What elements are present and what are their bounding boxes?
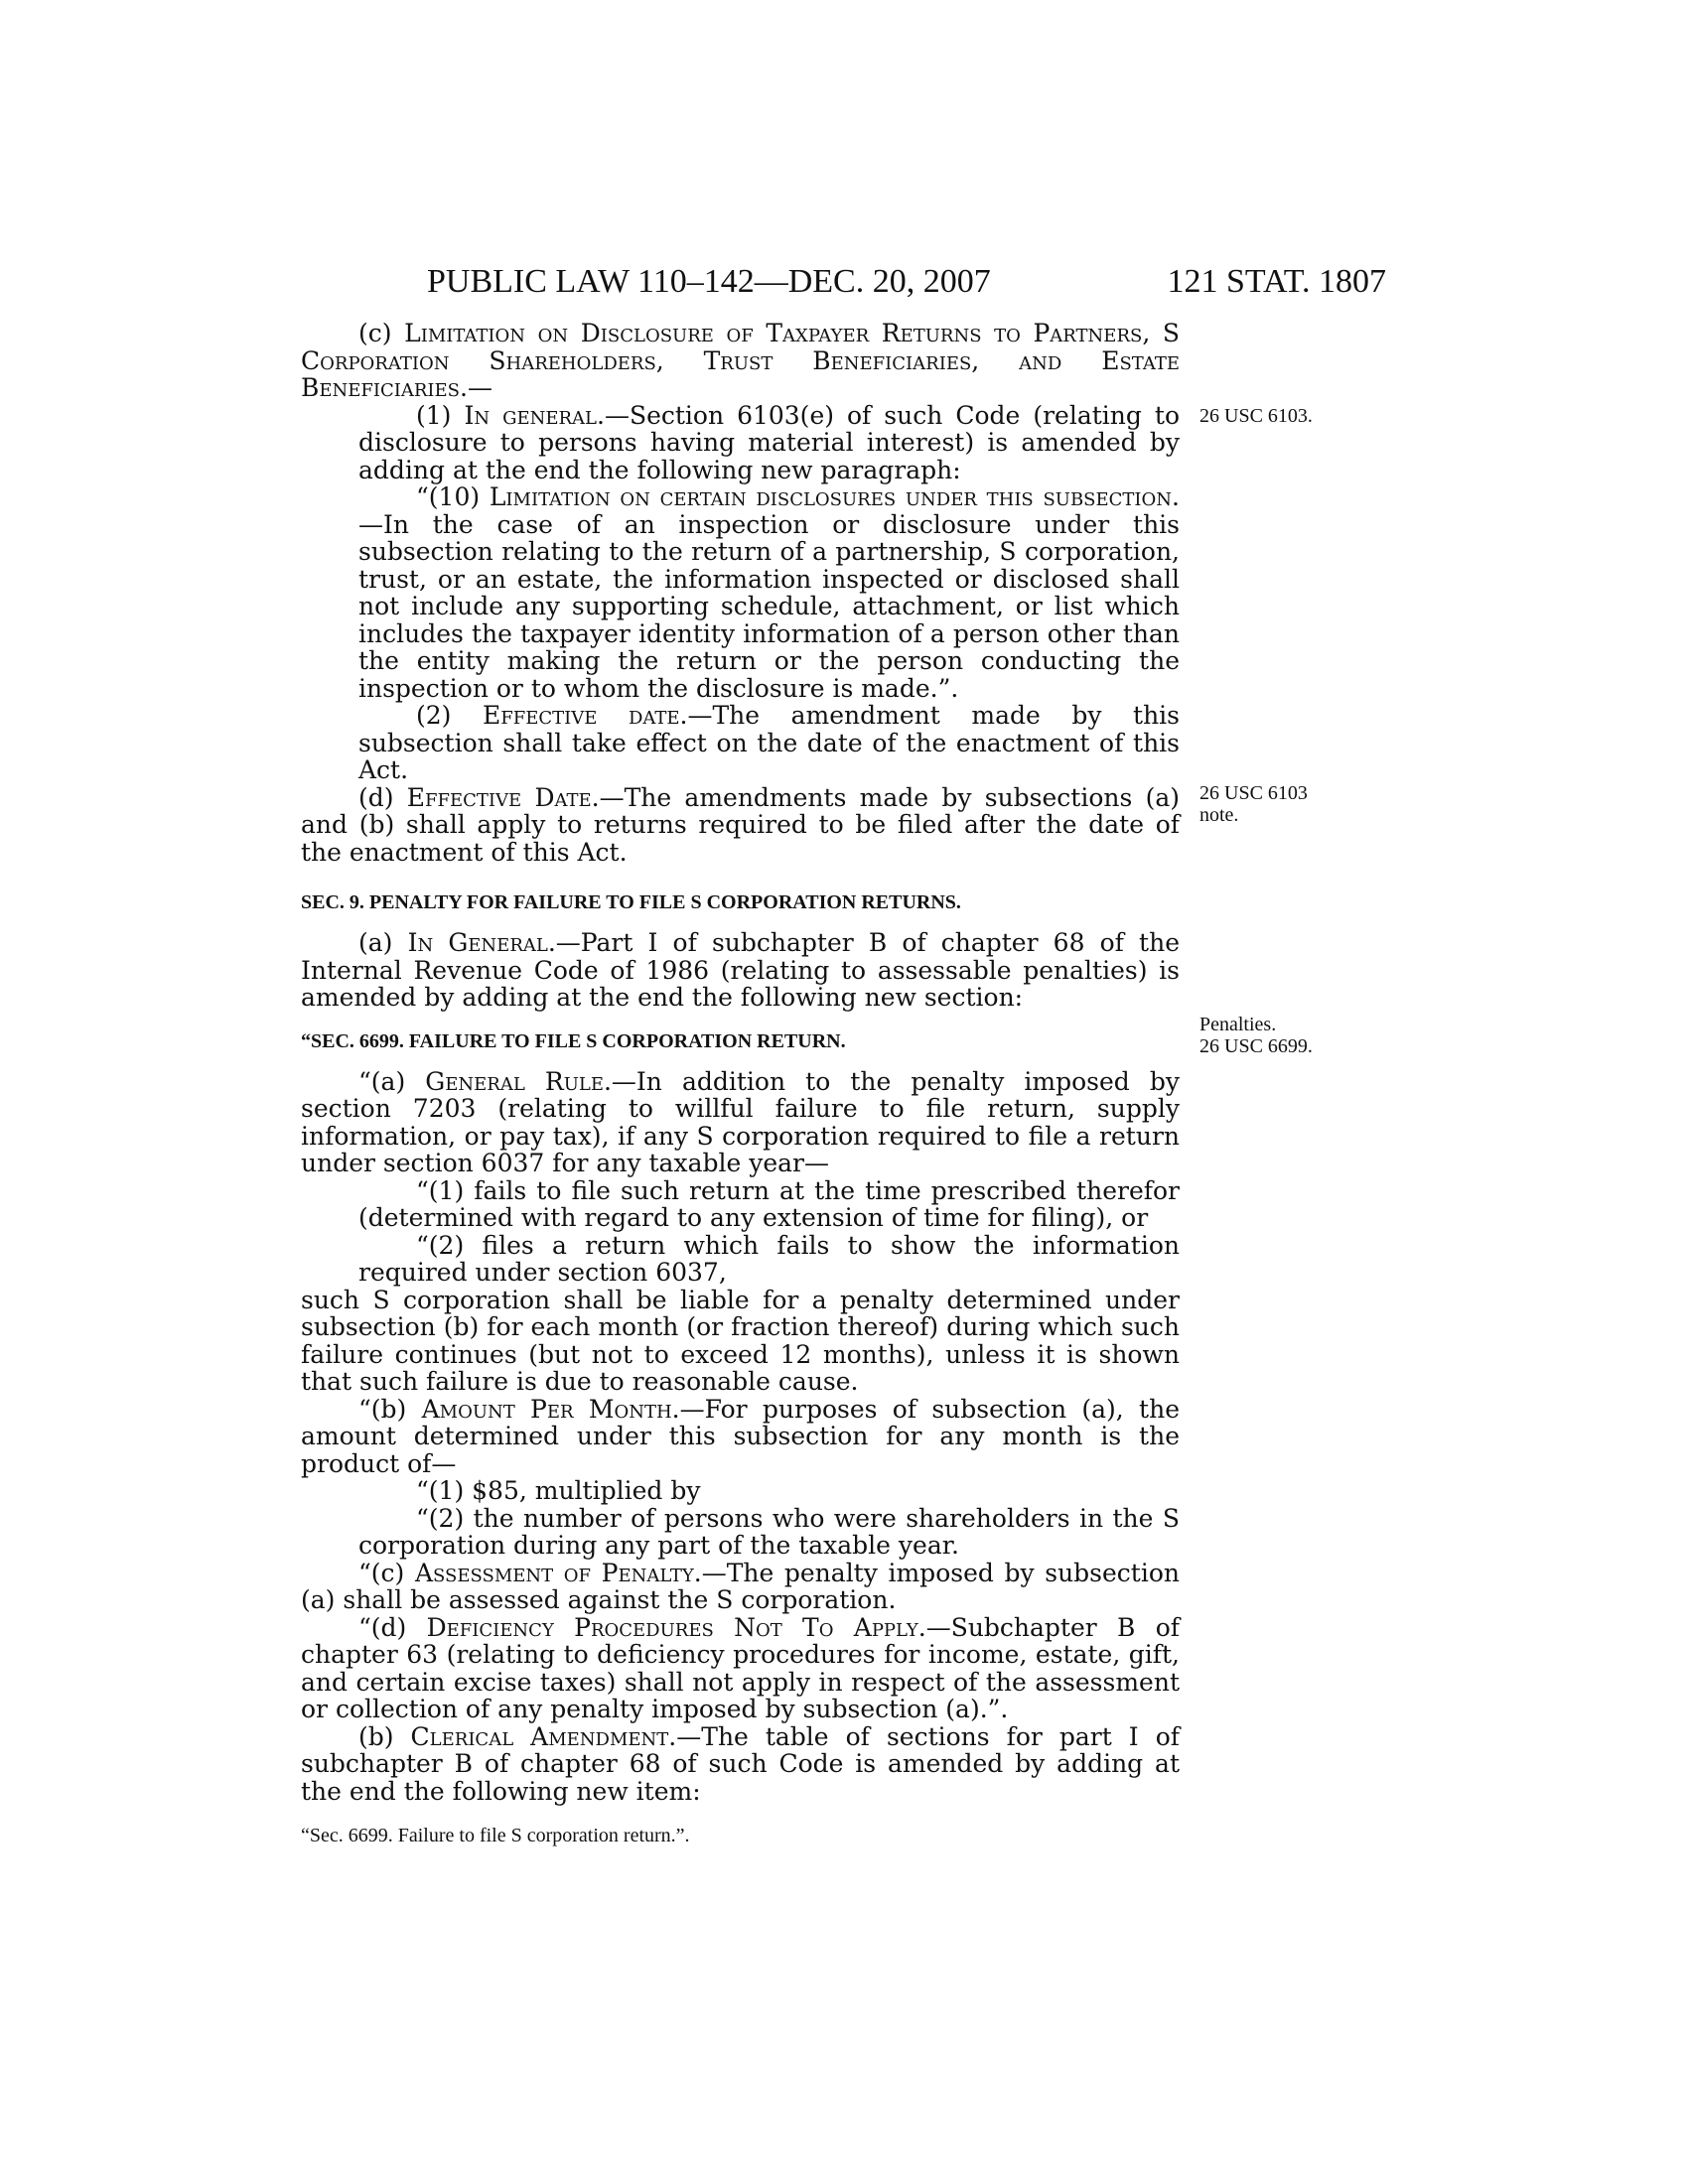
- paragraph-heading: In general.: [464, 400, 605, 430]
- subsection-heading: Assessment of Penalty.: [414, 1558, 702, 1587]
- margin-note-text: 26 USC 6699.: [1199, 1035, 1313, 1057]
- quoted-paragraph-10: [301, 483, 1180, 702]
- subsection-number: (b): [358, 1721, 394, 1751]
- paragraph-number: “(10): [416, 482, 481, 511]
- header-law-citation: PUBLIC LAW 110–142—DEC. 20, 2007: [427, 263, 991, 300]
- paragraph-number: (1): [416, 400, 452, 430]
- paragraph-heading: Limitation on certain disclosures under this subsection.: [489, 482, 1180, 511]
- section-6699-d: [301, 1614, 1180, 1723]
- paragraph-text: —The amendment made by this subsection shall take effect on the date of the enactment of this Act.: [358, 701, 1180, 784]
- paragraph-c1: [301, 402, 1180, 484]
- running-header: [427, 256, 1386, 308]
- subsection-heading: In General.: [407, 928, 556, 957]
- subsection-text: —In addition to the penalty imposed by section 7203 (relating to willful failure to file return, supply information, or pay tax), if any S corporation required to file a return under section 6037 for any taxable year—: [301, 1066, 1181, 1177]
- subsection-number: (d): [358, 782, 394, 812]
- paragraph-text: —In the case of an inspection or disclosure under this subsection relating to the return of a partnership, S corporation, trust, or an estate, the information inspected or disclosed shall not include any supporting schedule, attachment, or list which includes the taxpayer identity information of a person other than the entity making the return or the person conducting the inspection or to whom the disclosure is made.”.: [358, 509, 1180, 703]
- subsection-number: “(a): [358, 1066, 406, 1096]
- section-6699-a2: “(2) files a return which fails to show the information required under section 6037,: [358, 1230, 1180, 1287]
- subsection-heading: Deficiency Procedures Not To Apply.: [426, 1612, 926, 1642]
- subsection-heading: Limitation on Disclosure of Taxpayer Returns to Partners, S Corporation Shareholders, Trust Beneficiaries, and Estate Beneficiaries.—: [301, 319, 1180, 402]
- paragraph-heading: Effective date.: [483, 701, 688, 730]
- subsection-text: —Subchapter B of chapter 63 (relating to deficiency procedures for income, estate, gift, and certain excise taxes) shall not apply in respect of the assessment or collection of any penalty imposed by subsection (a).”.: [301, 1612, 1181, 1723]
- margin-note-text: 26 USC 6103.: [1199, 405, 1313, 427]
- subsection-heading: General Rule.: [425, 1066, 612, 1096]
- section-6699-a1: “(1) fails to file such return at the time prescribed therefor (determined with regard to any extension of time for filing), or: [358, 1175, 1180, 1232]
- margin-note-26usc6103-note: [1199, 782, 1358, 826]
- section-6699-b2: “(2) the number of persons who were shareholders in the S corporation during any part of the taxable year.: [358, 1503, 1180, 1560]
- section-9-subsection-b: [301, 1723, 1180, 1806]
- subsection-text: —The amendments made by subsections (a) and (b) shall apply to returns required to be filed after the date of the enactment of this Act.: [301, 782, 1180, 867]
- margin-note-text: Penalties.: [1199, 1014, 1277, 1035]
- subsection-c: [301, 320, 1180, 402]
- section-9-subsection-a: [301, 929, 1180, 1012]
- subsection-number: (a): [358, 928, 393, 957]
- section-6699-b1: “(1) $85, multiplied by: [416, 1476, 701, 1505]
- section-9-heading: SEC. 9. PENALTY FOR FAILURE TO FILE S CORPORATION RETURNS.: [301, 891, 961, 913]
- margin-note-text: 26 USC 6103: [1199, 782, 1308, 804]
- subsection-heading: Effective Date.: [406, 782, 600, 812]
- subsection-number: “(d): [358, 1612, 407, 1642]
- subsection-text: —For purposes of subsection (a), the amount determined under this subsection for any month is the product of—: [301, 1394, 1180, 1478]
- subsection-text: —The penalty imposed by subsection (a) shall be assessed against the S corporation.: [301, 1558, 1181, 1614]
- margin-note-26usc6103: [1199, 405, 1358, 427]
- header-stat-page: 121 STAT. 1807: [1167, 263, 1386, 300]
- section-6699-a-flush: such S corporation shall be liable for a penalty determined under subsection (b) for each month (or fraction thereof) during which such failure continues (but not to exceed 12 months), unless it is shown that such failure is due to reasonable cause.: [301, 1285, 1180, 1396]
- subsection-heading: Amount Per Month.: [421, 1394, 680, 1424]
- margin-note-text: note.: [1199, 804, 1239, 826]
- subsection-number: “(b): [358, 1394, 407, 1424]
- table-of-sections-item: “Sec. 6699. Failure to file S corporation return.”.: [301, 1825, 690, 1846]
- paragraph-text: —Section 6103(e) of such Code (relating to disclosure to persons having material interest) is amended by adding at the end the following new paragraph:: [358, 400, 1180, 484]
- paragraph-number: (2): [416, 701, 452, 730]
- section-6699-heading: “SEC. 6699. FAILURE TO FILE S CORPORATION RETURN.: [301, 1029, 846, 1052]
- subsection-number: (c): [358, 319, 392, 347]
- subsection-text: —The table of sections for part I of subchapter B of chapter 68 of such Code is amended by adding at the end the following new item:: [301, 1721, 1181, 1806]
- subsection-heading: Clerical Amendment.: [410, 1721, 677, 1751]
- main-text-column: [301, 320, 1180, 1848]
- section-6699-c: [301, 1560, 1180, 1614]
- subsection-text: —Part I of subchapter B of chapter 68 of the Internal Revenue Code of 1986 (relating to assessable penalties) is amended by adding at the end the following new section:: [301, 928, 1181, 1012]
- margin-note-penalties: [1199, 1014, 1358, 1057]
- section-6699-b: [301, 1396, 1180, 1478]
- paragraph-c2: [301, 702, 1180, 784]
- subsection-number: “(c): [358, 1558, 405, 1587]
- subsection-d: [301, 784, 1180, 867]
- section-6699-a: [301, 1068, 1180, 1177]
